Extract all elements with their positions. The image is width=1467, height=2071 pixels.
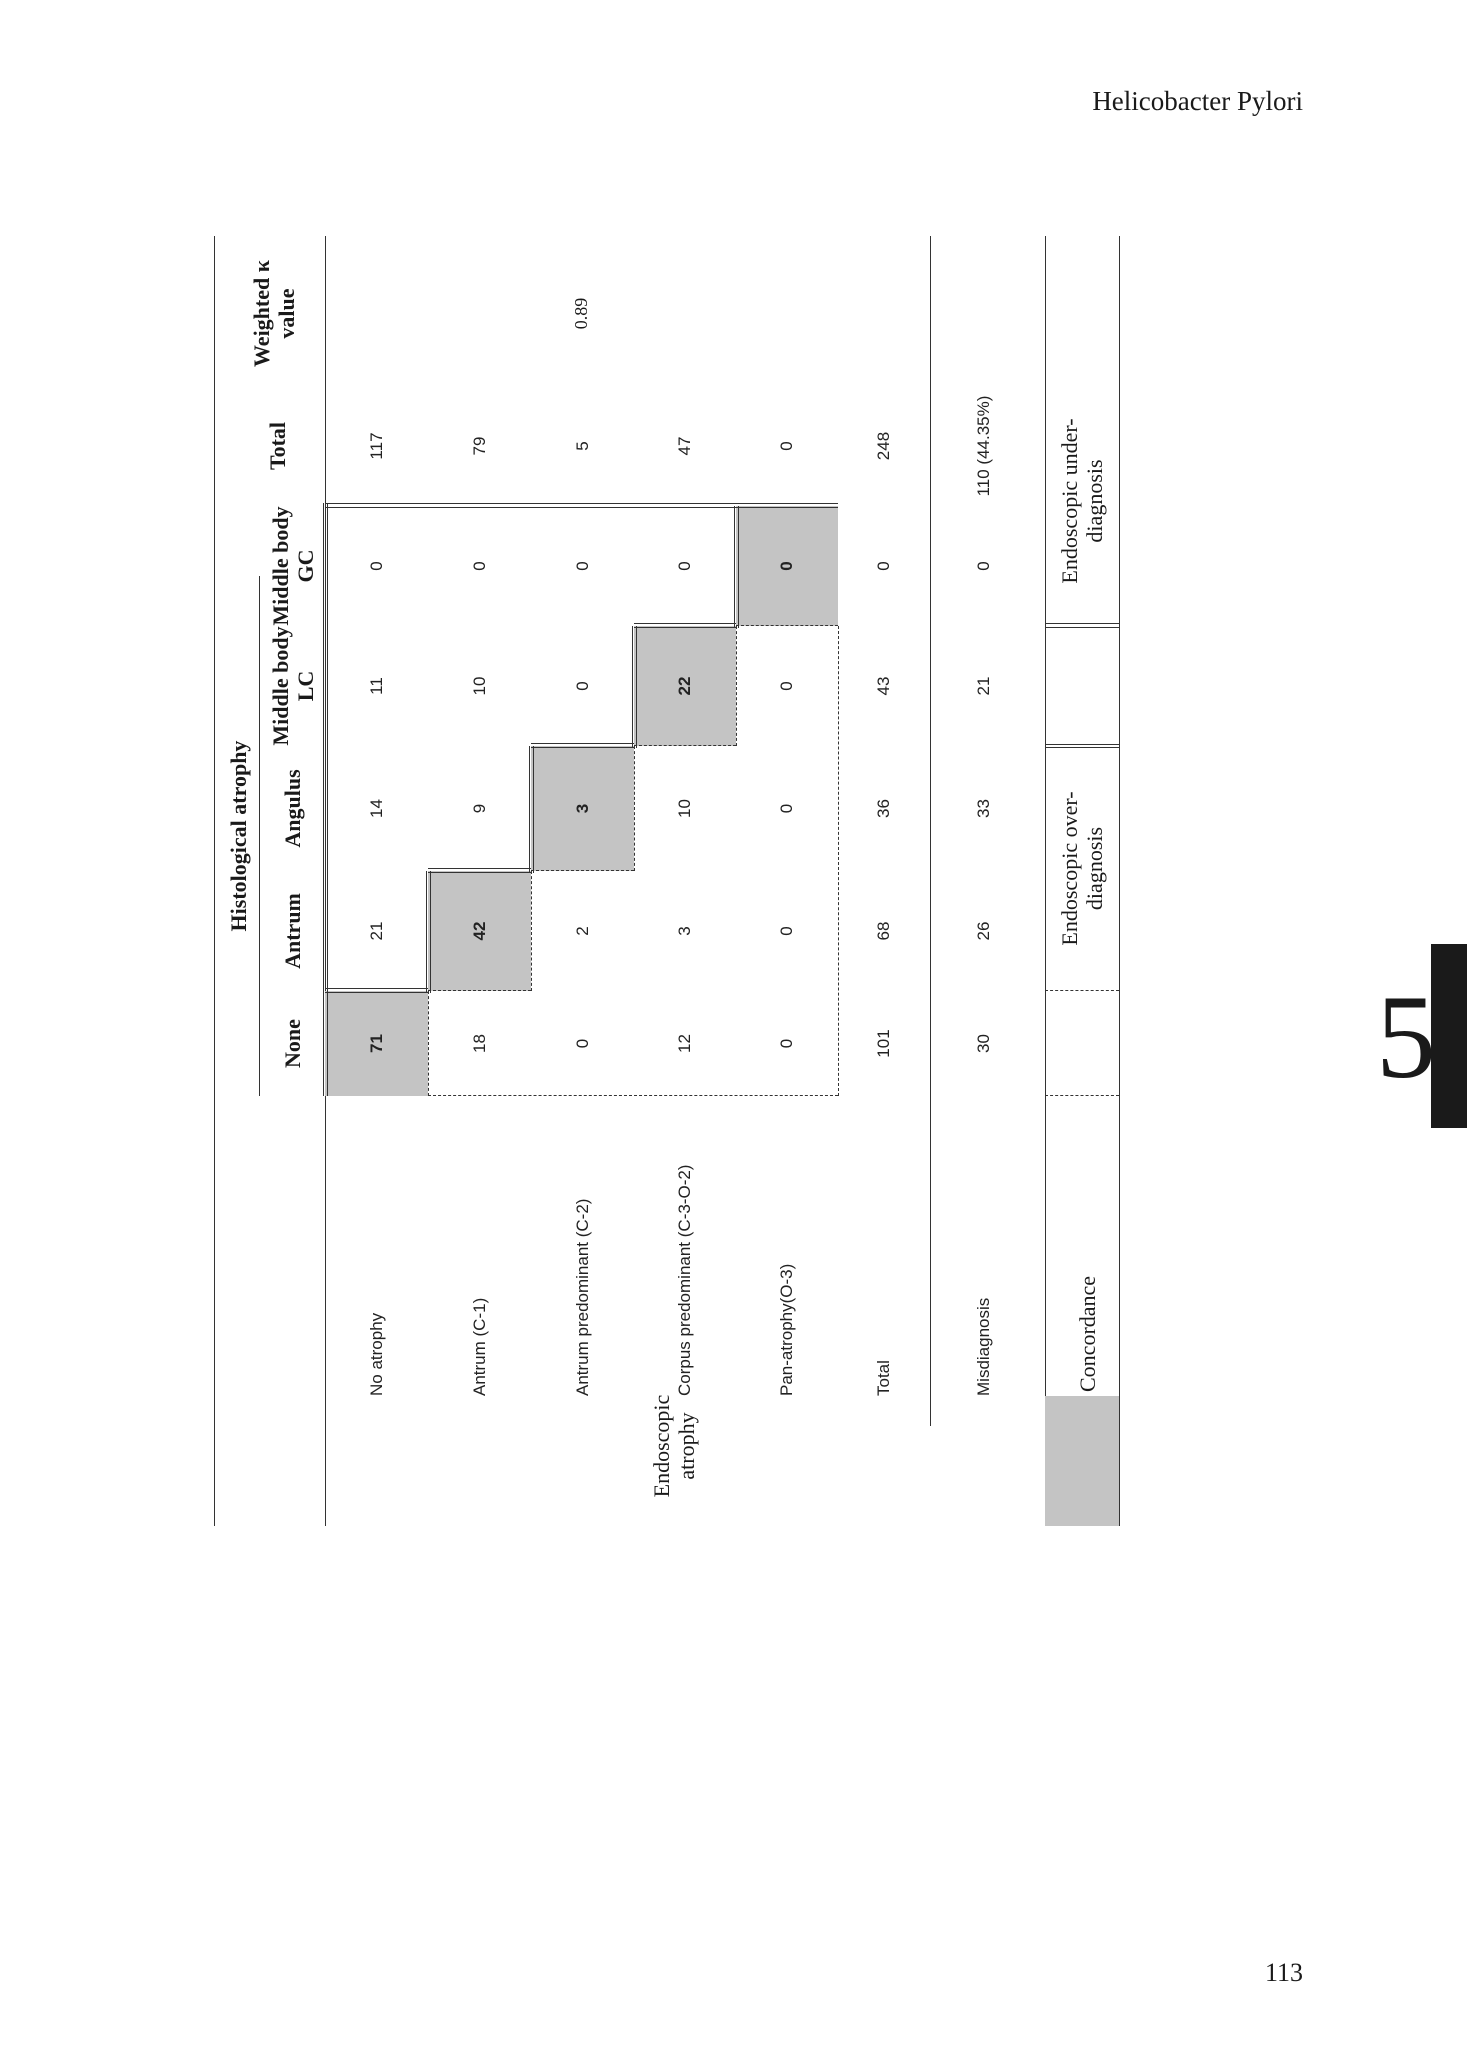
over-legend-left [1045, 1095, 1119, 1096]
row-label-total: Total [874, 1360, 894, 1396]
table-cell: 12 [675, 1034, 695, 1053]
table-cell: 2 [572, 926, 592, 936]
row-label-pan-atrophy: Pan-atrophy(O-3) [777, 1263, 797, 1396]
table-cell: 79 [469, 436, 489, 456]
table-cell: 0 [874, 561, 894, 571]
row-label-antrum-predominant: Antrum predominant (C-2) [572, 1198, 592, 1396]
table-cell: 0 [366, 561, 386, 571]
col-header-none: None [280, 1019, 306, 1068]
table-cell: 11 [366, 677, 386, 695]
table-cell: 0 [777, 803, 797, 814]
table-cell: 0 [572, 681, 592, 691]
concordance-swatch [1045, 1396, 1119, 1526]
table-cell: 10 [675, 799, 695, 818]
over-legend-mid [1045, 990, 1119, 991]
table-cell: 33 [974, 799, 994, 818]
col-header-middle-body-lc: Middle body LC [267, 626, 318, 746]
col-header-antrum: Antrum [280, 893, 306, 969]
table-cell: 22 [675, 676, 695, 696]
table-cell: 101 [874, 1029, 894, 1058]
table-cell: 68 [874, 921, 894, 941]
table-cell: 18 [469, 1034, 489, 1053]
under-legend-left [1045, 623, 1119, 628]
table-cell: 30 [974, 1034, 994, 1053]
group-header: Histological atrophy [226, 740, 252, 932]
table-cell: 0 [469, 561, 489, 571]
row-label-misdiagnosis: Misdiagnosis [974, 1297, 994, 1396]
page-number: 113 [1264, 1958, 1303, 1987]
table-cell: 0 [675, 561, 695, 571]
col-header-angulus: Angulus [280, 769, 306, 848]
table-cell: 47 [675, 436, 695, 456]
table-cell: 42 [469, 921, 489, 941]
table-cell: 71 [366, 1034, 386, 1053]
table-cell: 0 [572, 1038, 592, 1049]
row-label-no-atrophy: No atrophy [366, 1312, 386, 1396]
table-cell: 0 [572, 561, 592, 571]
table-cell: 43 [874, 676, 894, 696]
legend-divider [1045, 744, 1119, 745]
table-cell: 5 [572, 441, 592, 451]
row-label-corpus-predominant: Corpus predominant (C-3-O-2) [675, 1164, 695, 1396]
table-cell: 21 [366, 921, 386, 941]
table-cell: 110 (44.35%) [974, 395, 994, 497]
kappa-value: 0.89 [571, 297, 592, 330]
table-cell: 14 [366, 799, 386, 818]
table-cell: 248 [874, 431, 894, 461]
endoscopic-atrophy-label: Endoscopic atrophy [648, 1394, 699, 1498]
legend-divider [1045, 747, 1119, 748]
col-header-middle-body-gc: Middle body GC [267, 506, 318, 626]
table-cell: 0 [777, 926, 797, 936]
table-cell: 0 [777, 1038, 797, 1049]
table-top-rule [214, 236, 215, 1526]
table-cell: 9 [469, 803, 489, 814]
table-cell: 26 [974, 921, 994, 941]
legend-bottom-rule [1119, 236, 1120, 1526]
table-cell: 3 [572, 803, 592, 814]
table-cell: 0 [777, 441, 797, 451]
concordance-legend-label: Concordance [1075, 1275, 1101, 1392]
col-header-total: Total [265, 421, 291, 471]
table-cell: 0 [777, 681, 797, 691]
row-label-antrum: Antrum (C-1) [469, 1297, 489, 1396]
group-header-rule [259, 576, 260, 1096]
chapter-number: 5 [1376, 970, 1436, 1103]
table-cell: 10 [469, 676, 489, 696]
table-cell: 21 [974, 676, 994, 696]
running-head: Helicobacter Pylori [1092, 86, 1303, 116]
col-header-kappa: Weighted κ value [248, 260, 299, 367]
table-cell: 3 [675, 926, 695, 936]
table-cell: 0 [777, 561, 797, 571]
atrophy-table [214, 236, 1134, 1526]
over-diagnosis-legend-label: Endoscopic over-diagnosis [1056, 791, 1107, 946]
table-cell: 0 [974, 561, 994, 571]
legend-top-rule [1045, 236, 1046, 1526]
table-cell: 117 [366, 432, 386, 460]
under-diagnosis-legend-label: Endoscopic under-diagnosis [1056, 418, 1107, 584]
table-cell: 36 [874, 799, 894, 818]
